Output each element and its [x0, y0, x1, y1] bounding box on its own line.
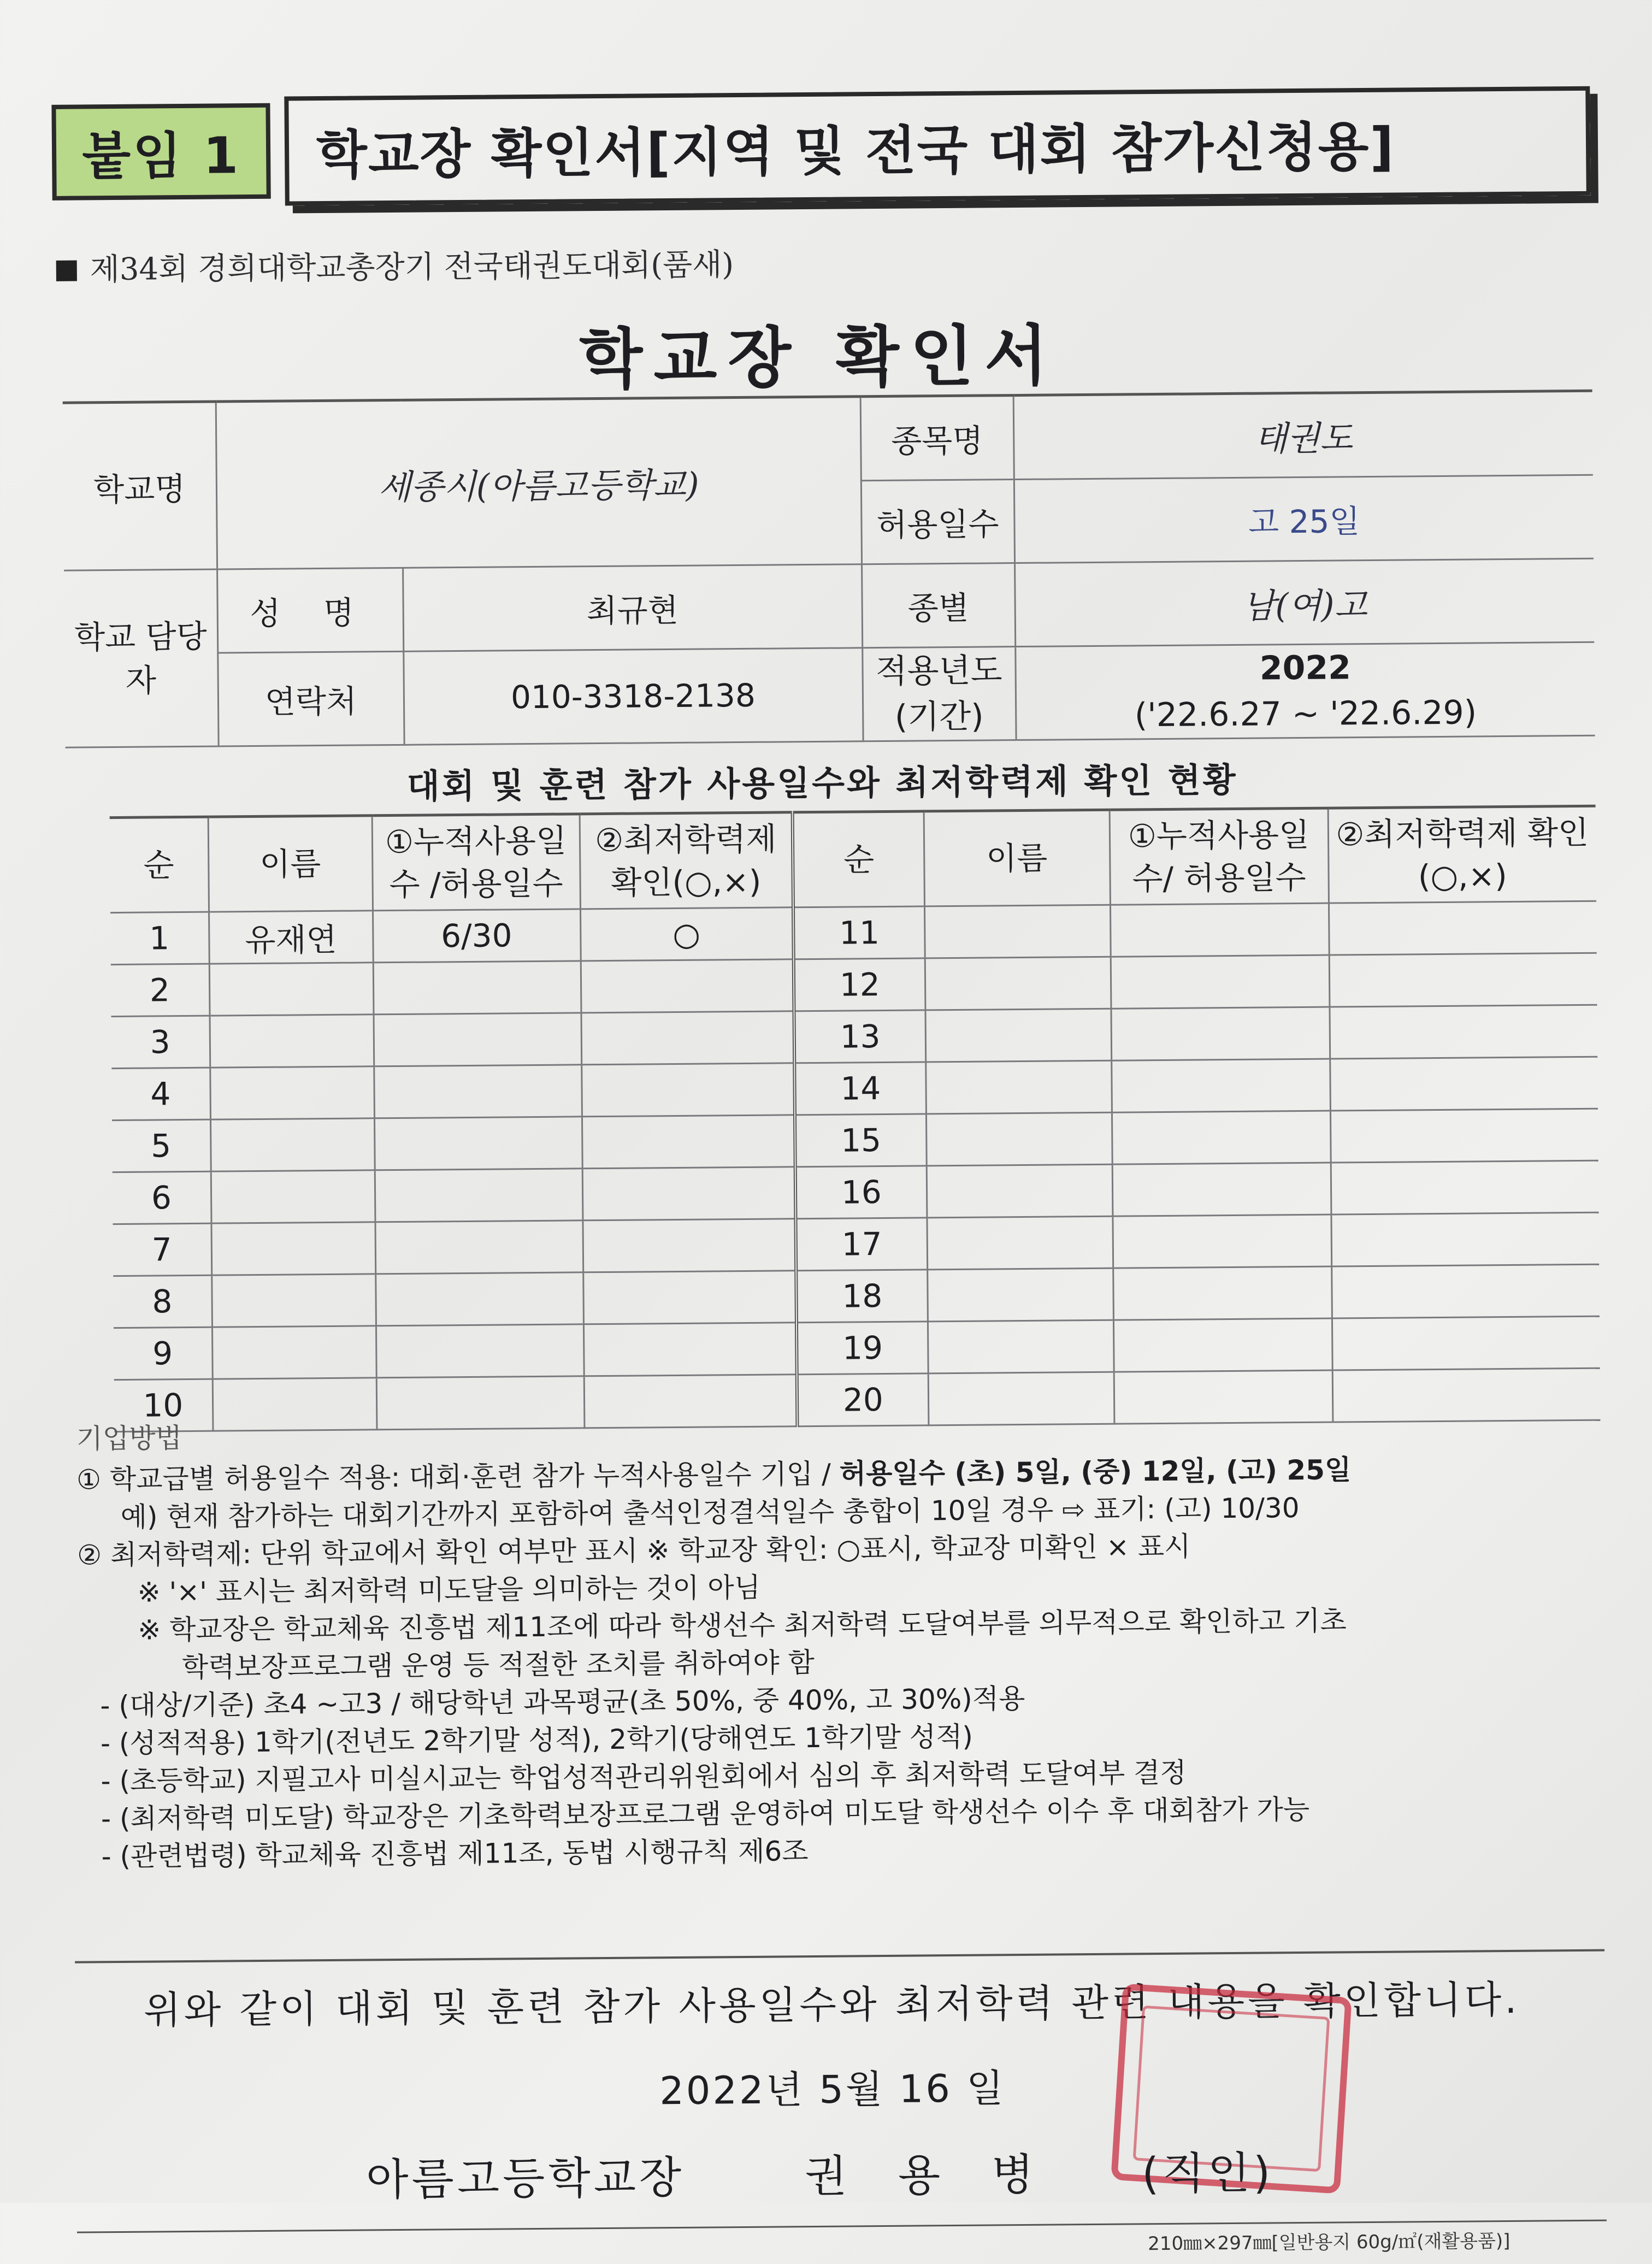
row-check: [581, 959, 794, 1013]
row-name-right: [927, 1268, 1113, 1322]
allowed-days-value: 고 25일: [1014, 475, 1594, 563]
row-no-right: 16: [795, 1166, 927, 1219]
row-days-right: [1113, 1266, 1332, 1320]
row-name-right: [925, 1009, 1111, 1062]
sport-value: 태권도: [1013, 391, 1593, 479]
header-check: ②최저학력제 확인(○,×): [580, 812, 793, 909]
row-name-right: [927, 1164, 1113, 1218]
row-check: [581, 1011, 794, 1065]
instructions: [76, 1408, 1598, 1876]
row-check-right: [1330, 1109, 1598, 1163]
row-name-right: [928, 1320, 1114, 1373]
signer-title: 아름고등학교장: [365, 2151, 685, 2206]
row-no-right: 14: [794, 1062, 926, 1115]
row-days: 6/30: [373, 909, 581, 963]
row-check-right: [1331, 1212, 1599, 1266]
confirmation-text: 위와 같이 대회 및 훈련 참가 사용일수와 최저학력 관련 내용을 확인합니다.: [143, 1977, 1520, 2033]
row-check: ○: [580, 907, 794, 961]
divider: [75, 1949, 1604, 1964]
year-cell: [1015, 642, 1595, 740]
row-name-right: [925, 957, 1111, 1010]
row-days: [375, 1272, 583, 1326]
allowed-days-label: 허용일수: [861, 480, 1014, 564]
row-no-right: 15: [795, 1114, 927, 1167]
name-label: 성 명: [217, 568, 403, 653]
row-check: [582, 1167, 796, 1221]
note-4: ※ 학교장은 학교체육 진흥법 제11조에 따라 학생선수 최저학력 도달여부를 의무적으로 확인하고 기초: [138, 1605, 1347, 1646]
header-name-right: 이름: [924, 810, 1110, 906]
row-check: [583, 1271, 796, 1324]
row-name: [210, 1015, 374, 1068]
note-1-example: 예) 현재 참가하는 대회기간까지 포함하여 출석인정결석일수 총합이 10일 경우 ⇨ 표기: (고) 10/30: [120, 1492, 1300, 1533]
row-no-right: 17: [795, 1218, 927, 1271]
row-no: 5: [112, 1119, 211, 1172]
participation-table: [110, 805, 1601, 1432]
note-dash-3: - (초등학교) 지필고사 미실시교는 학업성적관리위원회에서 심의 후 최저학력 도달여부 결정: [101, 1756, 1187, 1797]
row-no: 6: [113, 1171, 211, 1224]
header-no: 순: [110, 817, 209, 912]
row-no-right: 18: [796, 1270, 928, 1323]
row-days-right: [1113, 1318, 1332, 1372]
row-days: [376, 1324, 584, 1378]
category-value: 남(여)고: [1014, 558, 1594, 646]
document-title: 학교장 확인서: [579, 318, 1059, 398]
row-check-right: [1330, 1057, 1598, 1111]
row-name-right: [927, 1216, 1113, 1270]
row-no: 1: [110, 912, 209, 964]
row-name: [210, 1066, 374, 1119]
row-check-right: [1329, 953, 1597, 1007]
row-days-right: [1110, 903, 1329, 957]
row-no: 2: [111, 964, 210, 1016]
note-2: ② 최저학력제: 단위 학교에서 확인 여부만 표시 ※ 학교장 확인: ○표시, 학교장 미확인 × 표시: [77, 1530, 1191, 1571]
attachment-badge: 붙임 1: [51, 103, 270, 201]
row-no-right: 20: [797, 1373, 929, 1426]
row-name-right: [926, 1112, 1112, 1166]
seal-label: (직인): [1141, 2147, 1274, 2200]
row-no: 8: [113, 1275, 212, 1328]
school-label: 학교명: [63, 402, 217, 570]
manager-label: 학교 담당자: [64, 569, 219, 747]
document-page: [44, 64, 1628, 2255]
row-no: 9: [114, 1327, 213, 1379]
row-name: [209, 963, 374, 1016]
row-name: 유재연: [209, 911, 373, 964]
header-days: ①누적사용일수 /허용일수: [372, 814, 580, 911]
header-days-right: ①누적사용일수/ 허용일수: [1110, 808, 1329, 905]
row-days: [375, 1221, 583, 1274]
note-dash-1: - (대상/기준) 초4 ~고3 / 해당학년 과목평균(초 50%, 중 40%, 고 30%)적용: [100, 1682, 1025, 1722]
row-check-right: [1329, 901, 1597, 955]
note-dash-2: - (성적적용) 1학기(전년도 2학기말 성적), 2학기(당해연도 1학기말 성적): [100, 1720, 974, 1760]
note-3: ※ '×' 표시는 최저학력 미도달을 의미하는 것이 아님: [137, 1571, 761, 1608]
header-title: 학교장 확인서[지역 및 전국 대회 참가신청용]: [284, 86, 1590, 206]
event-line: [56, 240, 734, 290]
row-check: [581, 1063, 795, 1117]
row-days-right: [1112, 1214, 1331, 1268]
row-days: [373, 961, 581, 1015]
row-days: [374, 1013, 582, 1066]
section-title: 대회 및 훈련 참가 사용일수와 최저학력제 확인 현황: [406, 759, 1238, 806]
signer-name: 권 용 병: [804, 2149, 1053, 2202]
row-no-right: 11: [793, 906, 925, 959]
contact-label: 연락처: [217, 651, 404, 746]
sport-label: 종목명: [860, 396, 1014, 481]
row-check-right: [1331, 1160, 1599, 1214]
row-check-right: [1332, 1316, 1600, 1370]
row-name-right: [925, 1060, 1112, 1114]
row-days-right: [1111, 1059, 1330, 1112]
header-check-right: ②최저학력제 확인(○,×): [1328, 806, 1596, 903]
row-no: 4: [111, 1068, 210, 1120]
signer: [366, 2139, 1053, 2208]
row-days-right: [1111, 1007, 1330, 1060]
header-name: 이름: [208, 816, 373, 912]
year-label: 적용년도 (기간): [862, 647, 1016, 741]
row-no-right: 13: [794, 1010, 925, 1063]
category-label: 종별: [862, 563, 1015, 648]
note-1-bold: 허용일수 (초) 5일, (중) 12일, (고) 25일: [839, 1454, 1352, 1490]
year-value: 2022: [1259, 648, 1352, 688]
row-name: [212, 1326, 376, 1379]
row-days-right: [1111, 955, 1330, 1009]
row-check: [583, 1323, 797, 1376]
contact-value: 010-3318-2138: [403, 648, 863, 745]
row-no: 3: [111, 1016, 210, 1068]
note-4-cont: 학력보장프로그램 운영 등 적절한 조치를 취하여야 함: [181, 1647, 815, 1684]
row-name: [211, 1170, 375, 1223]
row-no: 7: [113, 1223, 212, 1276]
issue-date: 2022년 5월 16 일: [659, 2066, 1006, 2114]
row-check: [582, 1115, 795, 1169]
row-name: [211, 1222, 375, 1275]
event-name: 제34회 경희대학교총장기 전국태권도대회(품새): [90, 247, 734, 288]
period-value: ('22.6.27 ~ '22.6.29): [1134, 693, 1477, 735]
note-dash-5: - (관련법령) 학교체육 진흥법 제11조, 동법 시행규칙 제6조: [101, 1835, 809, 1873]
row-no: 10: [114, 1379, 213, 1431]
row-days-right: [1112, 1163, 1331, 1216]
name-value: 최규현: [403, 564, 862, 652]
row-days: [375, 1169, 583, 1222]
paper-spec: 210㎜×297㎜[일반용지 60g/㎡(재활용품)]: [1148, 2230, 1511, 2255]
header-no-right: 순: [793, 811, 924, 907]
row-check-right: [1331, 1264, 1600, 1318]
instructions-heading: 기입방법: [76, 1422, 182, 1455]
note-1-text: ① 학교급별 허용일수 적용: 대회·훈련 참가 누적사용일수 기입 /: [76, 1458, 840, 1496]
row-days-right: [1112, 1111, 1331, 1164]
row-check: [582, 1219, 796, 1272]
info-table: [63, 390, 1595, 748]
row-name: [211, 1274, 376, 1327]
note-dash-4: - (최저학력 미도달) 학교장은 기초학력보장프로그램 운영하여 미도달 학생선수 이수 후 대회참가 가능: [101, 1793, 1310, 1835]
row-days: [374, 1117, 582, 1170]
row-name-right: [924, 905, 1111, 958]
school-value: 세종시(아름고등학교): [216, 397, 862, 569]
row-name: [210, 1118, 375, 1171]
row-no-right: 19: [796, 1322, 928, 1375]
row-check-right: [1329, 1005, 1597, 1059]
square-bullet-icon: [56, 261, 77, 281]
row-no-right: 12: [794, 958, 925, 1011]
row-days: [374, 1065, 582, 1118]
